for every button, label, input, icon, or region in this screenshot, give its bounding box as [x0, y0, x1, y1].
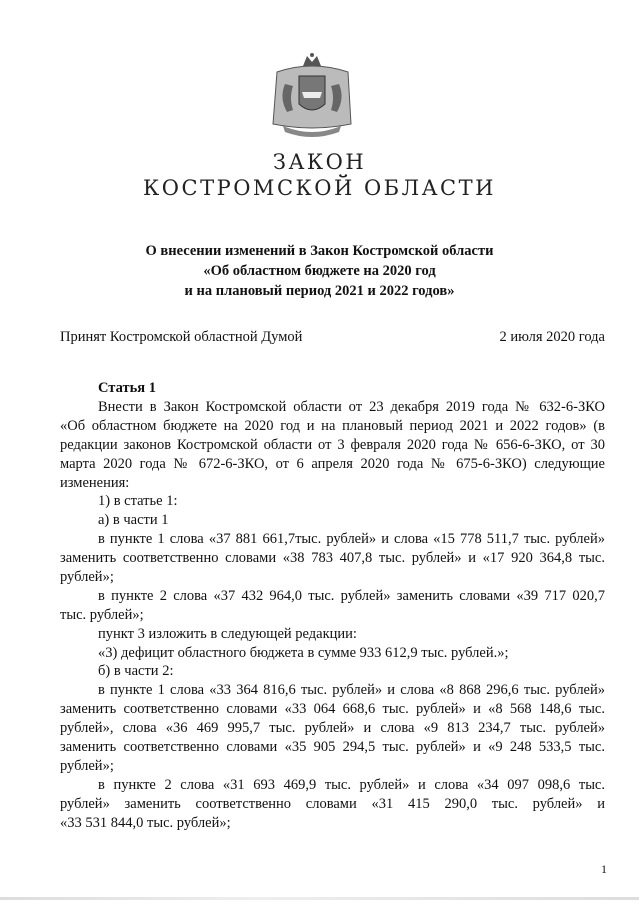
body-line: пункт 3 изложить в следующей редакции:	[98, 625, 357, 642]
law-title-line: и на плановый период 2021 и 2022 годов»	[184, 283, 455, 299]
body-line: изменения:	[60, 474, 130, 491]
scan-bottom-edge	[0, 897, 639, 900]
article-title: Статья 1	[98, 380, 156, 396]
law-heading: ЗАКОН	[272, 150, 367, 174]
law-title-line: «Об областном бюджете на 2020 год	[203, 263, 436, 279]
body-line: «3) дефицит областного бюджета в сумме 933 612,9 тыс. рублей.»;	[98, 644, 509, 661]
adopted-by: Принят Костромской областной Думой	[60, 329, 303, 345]
body-line: рублей» заменить соответственно словами «31 415 290,0 тыс. рублей» и	[60, 795, 605, 812]
body-line: редакции законов Костромской области от 3 февраля 2020 года № 656-6-ЗКО, от 30	[60, 436, 605, 453]
body-line: Внести в Закон Костромской области от 23 декабря 2019 года № 632-6-ЗКО	[98, 399, 605, 415]
body-line: тыс. рублей»;	[60, 606, 144, 623]
body-line: марта 2020 года № 672-6-ЗКО, от 6 апреля 2020 года № 675-6-ЗКО) следующие	[60, 455, 605, 472]
body-line: рублей»;	[60, 569, 114, 586]
body-line: заменить соответственно словами «35 905 294,5 тыс. рублей» и «9 248 533,5 тыс.	[60, 739, 605, 756]
body-line: а) в части 1	[98, 512, 169, 529]
body-line: «33 531 844,0 тыс. рублей»;	[60, 814, 231, 831]
page-number: 1	[601, 862, 607, 876]
body-line: заменить соответственно словами «38 783 407,8 тыс. рублей» и «17 920 364,8 тыс.	[60, 550, 605, 567]
body-line: в пункте 1 слова «33 364 816,6 тыс. рублей» и слова «8 868 296,6 тыс. рублей»	[98, 682, 605, 699]
kostroma-coat-of-arms-icon	[265, 52, 360, 142]
body-line: «Об областном бюджете на 2020 год и на плановый период 2021 и 2022 годов» (в	[60, 417, 605, 434]
body-line: в пункте 2 слова «31 693 469,9 тыс. рублей» и слова «34 097 098,6 тыс.	[98, 776, 605, 793]
article-body	[60, 398, 605, 832]
body-line: рублей», слова «36 469 995,7 тыс. рублей» и слова «9 813 234,7 тыс. рублей»	[60, 720, 605, 737]
region-heading: КОСТРОМСКОЙ ОБЛАСТИ	[143, 176, 496, 200]
body-line: в пункте 2 слова «37 432 964,0 тыс. рублей» заменить словами «39 717 020,7	[98, 587, 605, 604]
body-line: заменить соответственно словами «33 064 668,6 тыс. рублей» и «8 568 148,6 тыс.	[60, 701, 605, 718]
law-title-line: О внесении изменений в Закон Костромской области	[145, 243, 494, 259]
body-line: 1) в статье 1:	[98, 493, 178, 510]
law-title	[0, 241, 639, 301]
body-line: в пункте 1 слова «37 881 661,7тыс. рублей» и слова «15 778 511,7 тыс. рублей»	[98, 531, 605, 548]
adoption-date: 2 июля 2020 года	[499, 329, 605, 345]
body-line: б) в части 2:	[98, 663, 174, 680]
body-line: рублей»;	[60, 757, 114, 774]
